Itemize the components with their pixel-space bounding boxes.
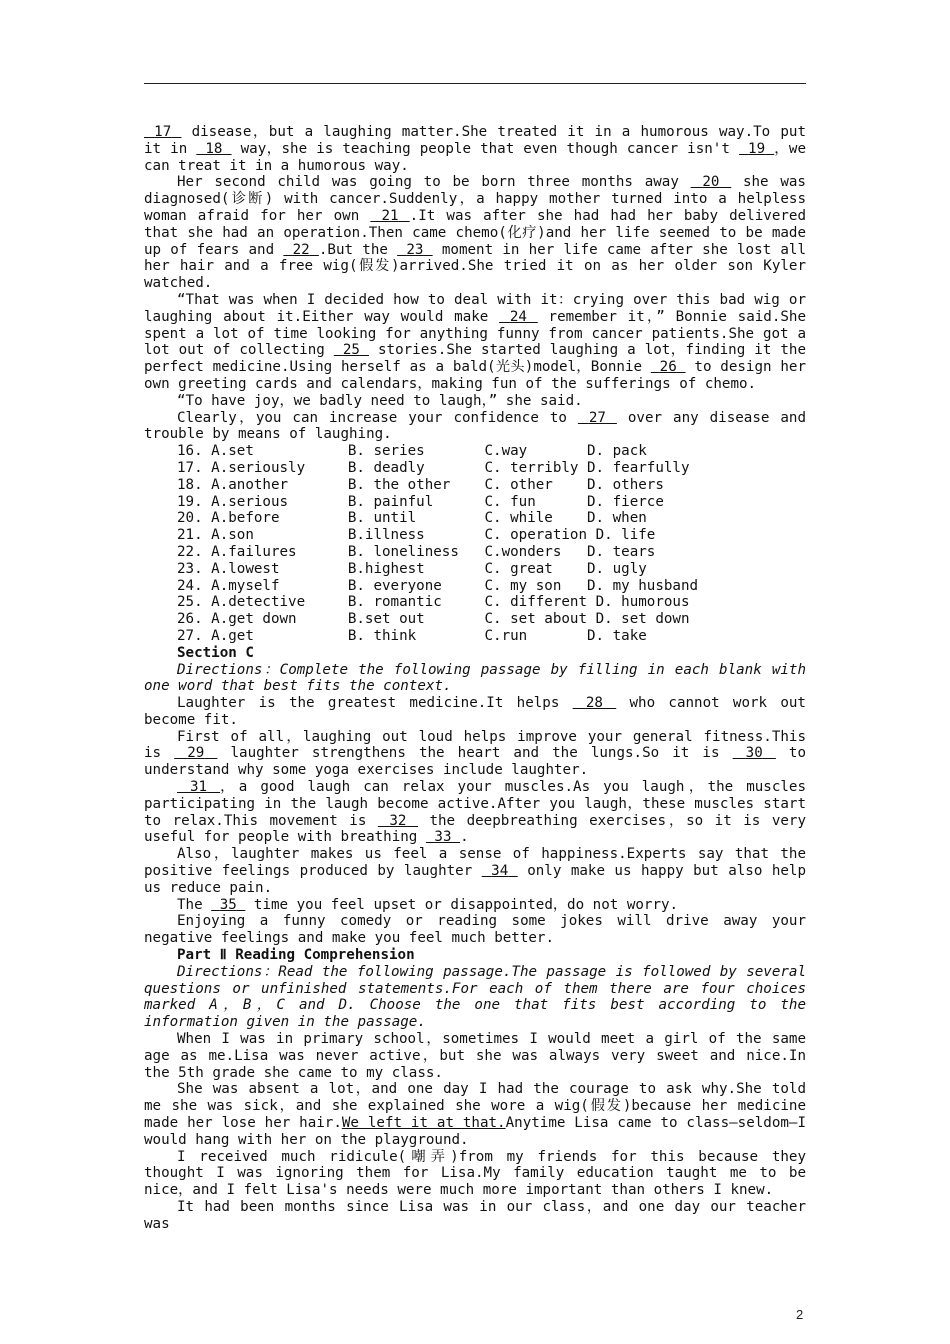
blank-20: 20 bbox=[702, 174, 720, 191]
option-d: D. tears bbox=[587, 543, 656, 560]
section-c-paragraph-6: Enjoying a funny comedy or reading some jokes will drive away your negative feelings and make you feel much better. bbox=[144, 913, 806, 947]
blank-29: 29 bbox=[187, 745, 205, 762]
cloze-paragraph-1: 17 disease，but a laughing matter.She treated it in a humorous way.To put it in 18 way，she is teaching people that even though cancer isn't 19 ，we can treat it in a humorous way. bbox=[144, 124, 807, 174]
option-row bbox=[177, 544, 806, 561]
blank-33: 33 bbox=[434, 829, 452, 846]
option-c: C. my son bbox=[484, 577, 588, 594]
option-c: C.wonders bbox=[484, 543, 588, 560]
option-num: 25. bbox=[177, 594, 212, 611]
option-b: B. painful bbox=[347, 493, 485, 510]
option-a: A.myself bbox=[211, 577, 348, 594]
option-num: 19. bbox=[177, 493, 212, 510]
section-c-paragraph-4: Also，laughter makes us feel a sense of happiness.Experts say that the positive feelings produced by laughter 34 only make us happy but also help us reduce pain. bbox=[144, 846, 807, 896]
option-a: A.failures bbox=[211, 543, 348, 560]
reading-paragraph-4: It had been months since Lisa was in our class，and one day our teacher was bbox=[144, 1199, 806, 1232]
option-num: 26. bbox=[177, 611, 212, 628]
option-row bbox=[177, 494, 806, 511]
page-number: 2 bbox=[796, 1307, 804, 1322]
part-2-directions: Directions：Read the following passage.The passage is followed by several questions or unfinished statements.For each of them there are four choices marked A，B，C and D. Choose the one that fits best according to the information given in the passage. bbox=[144, 963, 806, 1031]
option-row bbox=[177, 527, 806, 544]
underlined-sentence: We left it at that. bbox=[341, 1115, 506, 1132]
option-a: A.before bbox=[211, 510, 348, 527]
option-row bbox=[177, 594, 806, 611]
option-c: C. different bbox=[484, 594, 596, 611]
option-c: C. set about bbox=[484, 611, 596, 628]
option-d: D. fearfully bbox=[587, 459, 690, 476]
option-d: D. ugly bbox=[587, 560, 647, 577]
option-num: 23. bbox=[177, 560, 212, 577]
option-c: C. great bbox=[484, 560, 588, 577]
option-a: A.get bbox=[211, 627, 348, 644]
option-c: C. terribly bbox=[484, 459, 588, 476]
option-list bbox=[144, 443, 806, 645]
option-d: D. life bbox=[595, 527, 656, 544]
blank-19: 19 bbox=[748, 140, 766, 157]
option-c: C. fun bbox=[484, 493, 588, 510]
blank-25: 25 bbox=[342, 342, 360, 359]
blank-23: 23 bbox=[406, 241, 424, 258]
cloze-paragraph-5: Clearly，you can increase your confidence to 27 over any disease and trouble by means of laughing. bbox=[144, 409, 806, 443]
option-d: D. set down bbox=[595, 611, 690, 628]
option-d: D. my husband bbox=[587, 577, 699, 594]
option-d: D. fierce bbox=[587, 493, 664, 510]
option-num: 21. bbox=[177, 527, 212, 544]
option-num: 18. bbox=[177, 476, 212, 493]
option-d: D. others bbox=[587, 476, 664, 493]
option-row bbox=[177, 628, 806, 645]
option-a: A.son bbox=[211, 527, 348, 544]
option-d: D. humorous bbox=[595, 594, 690, 611]
option-row bbox=[177, 561, 806, 578]
blank-32: 32 bbox=[389, 812, 407, 829]
section-c-paragraph-3: 31 ，a good laugh can relax your muscles.As you laugh，the muscles participating in the laugh become active.After you laugh，these muscles start to relax.This movement is 32 the deepbreathing exercises，so it is very useful for people with breathing 33 . bbox=[144, 779, 806, 846]
option-num: 20. bbox=[177, 510, 212, 527]
blank-30: 30 bbox=[745, 745, 763, 762]
cloze-paragraph-3: “That was when I decided how to deal with it：crying over this bad wig or laughing about it.Either way would make 24 remember it，” Bonnie said.She spent a lot of time looking for anything funny from cancer patients.She got a lot out of collecting 25 stories.She started laughing a lot，finding it the perfect medicine.Using herself as a bald(光头)model，Bonnie 26 to design her own greeting cards and calendars，making fun of the sufferings of chemo. bbox=[144, 291, 807, 392]
option-row bbox=[177, 578, 806, 595]
option-a: A.set bbox=[211, 443, 348, 460]
blank-34: 34 bbox=[491, 863, 509, 880]
option-row bbox=[177, 611, 806, 628]
option-a: A.detective bbox=[211, 594, 348, 611]
cloze-paragraph-2: Her second child was going to be born three months away 20 she was diagnosed(诊断) with cancer.Suddenly，a happy mother turned into a helpless woman afraid for her own 21 .It was after she had had her baby delivered that she had an operation.Then came chemo(化疗)and her life seemed to be made up of fears and 22 .But the 23 moment in her life came after she lost all her hair and a free wig(假发)arrived.She tried it on as her older son Kyler watched. bbox=[144, 174, 806, 292]
option-a: A.lowest bbox=[211, 560, 348, 577]
reading-paragraph-3: I received much ridicule(嘲弄)from my friends for this because they thought I was ignoring them for Lisa.My family education taught me to be nice，and I felt Lisa's needs were much more important than others I knew. bbox=[144, 1148, 806, 1199]
option-b: B. everyone bbox=[347, 577, 485, 594]
blank-17: 17 bbox=[154, 124, 172, 140]
option-d: D. pack bbox=[587, 443, 647, 460]
section-c-directions: Directions：Complete the following passage by filling in each blank with one word that best fits the context. bbox=[144, 661, 806, 695]
option-num: 22. bbox=[177, 543, 212, 560]
option-b: B. loneliness bbox=[347, 543, 485, 560]
option-row bbox=[177, 477, 806, 494]
section-c-paragraph-1: Laughter is the greatest medicine.It helps 28 who cannot work out become fit. bbox=[144, 695, 806, 728]
option-d: D. when bbox=[587, 510, 647, 527]
option-b: B. deadly bbox=[347, 459, 485, 476]
option-row bbox=[177, 443, 806, 460]
option-row bbox=[177, 460, 806, 477]
part-2-heading: Part Ⅱ Reading Comprehension bbox=[177, 947, 415, 964]
option-b: B.set out bbox=[347, 611, 485, 628]
blank-26: 26 bbox=[659, 359, 677, 376]
section-c-paragraph-5: The 35 time you feel upset or disappointed，do not worry. bbox=[177, 896, 679, 913]
option-a: A.serious bbox=[211, 493, 348, 510]
option-c: C.way bbox=[484, 443, 588, 460]
option-row bbox=[177, 510, 806, 527]
option-a: A.get down bbox=[211, 611, 348, 628]
option-c: C.run bbox=[484, 627, 588, 644]
option-b: B. series bbox=[347, 443, 485, 460]
option-a: A.another bbox=[211, 476, 348, 493]
reading-paragraph-2: She was absent a lot，and one day I had the courage to ask why.She told me she was sick，and she explained she wore a wig(假发)because her medicine made her lose her hair.We left it at that.Anytime Lisa came to class—seldom—I would hang with her on the playground. bbox=[144, 1081, 806, 1148]
document-body bbox=[144, 124, 806, 1233]
option-c: C. operation bbox=[484, 527, 596, 544]
blank-21: 21 bbox=[381, 207, 399, 224]
blank-35: 35 bbox=[219, 896, 237, 913]
blank-22: 22 bbox=[292, 241, 310, 258]
option-b: B. until bbox=[347, 510, 485, 527]
option-num: 16. bbox=[177, 443, 212, 460]
blank-28: 28 bbox=[585, 695, 603, 712]
option-num: 24. bbox=[177, 577, 212, 594]
option-c: C. other bbox=[484, 476, 588, 493]
option-b: B.illness bbox=[347, 527, 485, 544]
option-b: B. the other bbox=[347, 476, 485, 493]
option-b: B. think bbox=[347, 627, 485, 644]
option-num: 27. bbox=[177, 627, 212, 644]
reading-paragraph-1: When I was in primary school，sometimes I would meet a girl of the same age as me.Lisa was never active，but she was always very sweet and nice.In the 5th grade she came to my class. bbox=[144, 1031, 806, 1081]
section-c-heading: Section C bbox=[177, 644, 254, 661]
section-c-paragraph-2: First of all，laughing out loud helps improve your general fitness.This is 29 laughter strengthens the heart and the lungs.So it is 30 to understand why some yoga exercises include laughter. bbox=[144, 728, 806, 779]
option-b: B. romantic bbox=[347, 594, 485, 611]
blank-31: 31 bbox=[190, 779, 208, 796]
option-num: 17. bbox=[177, 459, 212, 476]
option-c: C. while bbox=[484, 510, 588, 527]
blank-18: 18 bbox=[205, 140, 223, 157]
blank-24: 24 bbox=[509, 308, 527, 325]
option-b: B.highest bbox=[347, 560, 485, 577]
blank-27: 27 bbox=[588, 409, 606, 426]
header-rule bbox=[144, 83, 806, 84]
cloze-paragraph-4: “To have joy，we badly need to laugh，” she said. bbox=[177, 392, 583, 409]
option-a: A.seriously bbox=[211, 459, 348, 476]
option-d: D. take bbox=[587, 627, 647, 644]
